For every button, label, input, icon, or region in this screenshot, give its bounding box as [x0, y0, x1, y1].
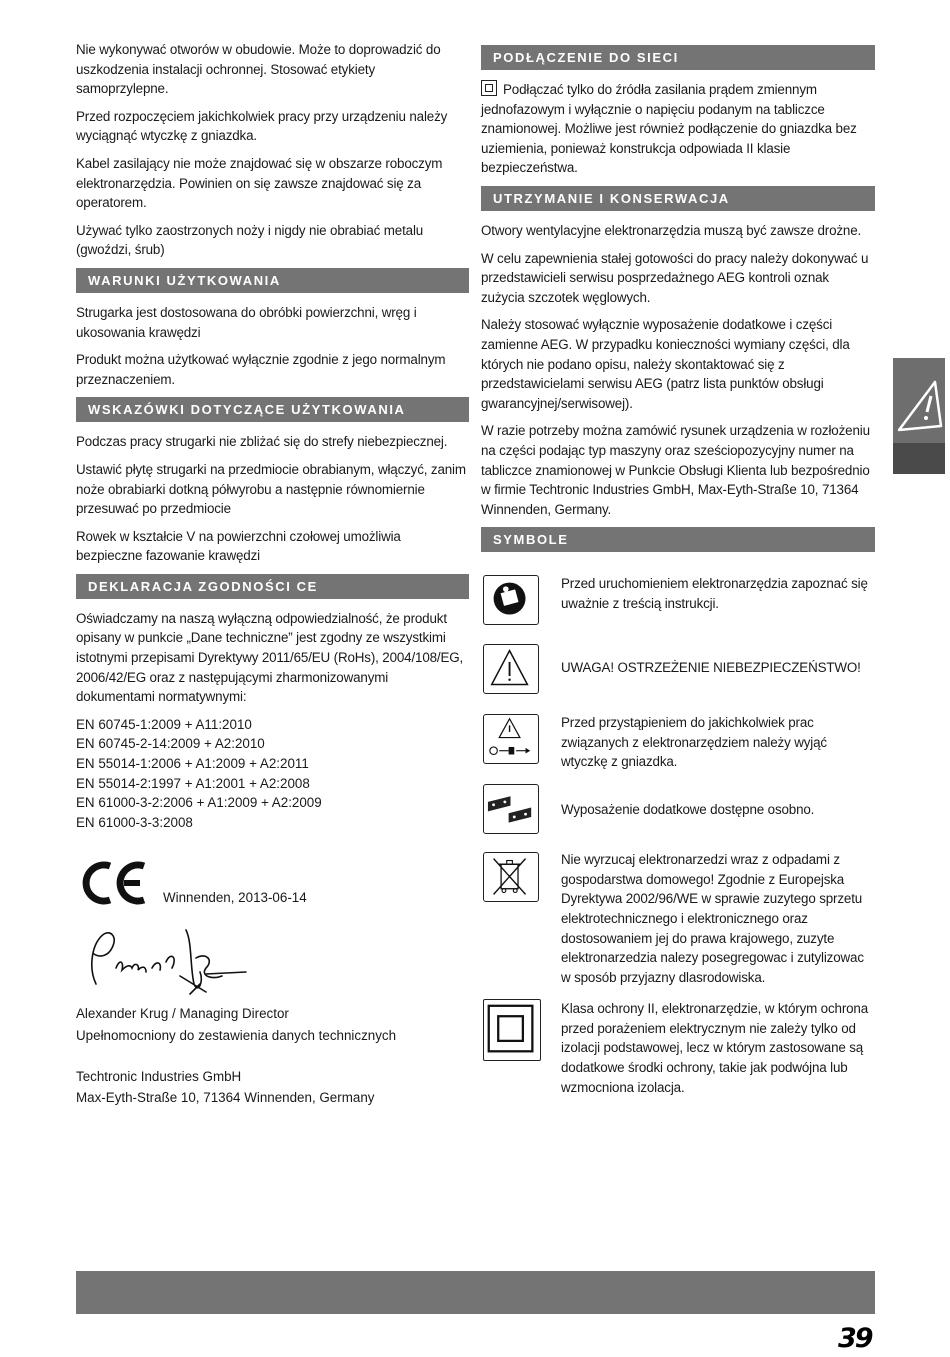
page-number: 39 — [838, 1323, 872, 1354]
footer-bar — [76, 1271, 875, 1314]
unplug-icon — [483, 714, 539, 764]
symbol-text: Wyposażenie dodatkowe dostępne osobno. — [561, 802, 815, 818]
standard-item: EN 55014-1:2006 + A1:2009 + A2:2011 — [76, 756, 309, 772]
signer-name: Alexander Krug / Managing Director — [76, 1006, 289, 1022]
section-header-wskazowki: WSKAZÓWKI DOTYCZĄCE UŻYTKOWANIA — [76, 397, 469, 422]
company-name: Techtronic Industries GmbH — [76, 1068, 242, 1084]
wskazowki-paragraph: Ustawić płytę strugarki na przedmiocie obrabianym, włączyć, zanim noże obrabiarki dotkną półwyrobu a następnie równomiernie przesuwać po przedmiocie — [76, 461, 466, 517]
warning-tab-icon — [893, 358, 945, 443]
section-header-siec: PODŁĄCZENIE DO SIECI — [481, 45, 875, 70]
standards-list — [76, 715, 469, 833]
utrzymanie-paragraph: W celu zapewnienia stałej gotowości do pracy należy dokonywać u przedstawicieli serwisu posprzedażnego AEG kontroli oznak zużycia szczotek węglowych. — [481, 250, 869, 305]
warunki-paragraph: Produkt można użytkować wyłącznie zgodnie z jego normalnym przeznaczeniem. — [76, 352, 446, 387]
symbols-list — [481, 562, 875, 1122]
ce-signature-row — [76, 858, 469, 918]
intro-paragraph: Kabel zasilający nie może znajdować się w obszarze roboczym elektronarzędzia. Powinien on się zawsze znajdować się za operatorem. — [76, 155, 443, 211]
class-ii-inline-icon — [481, 80, 497, 96]
read-manual-icon — [483, 575, 539, 625]
symbol-text: Klasa ochrony II, elektronarzędzie, w którym ochrona przed porażeniem elektrycznym nie zależy tylko od izolacji podstawowej, lecz w którym zastosowane są dodatkowe środki ochrony, takie jak podwójna lub wzmocniona izolacja. — [561, 1001, 869, 1095]
intro-paragraph: Przed rozpoczęciem jakichkolwiek pracy przy urządzeniu należy wyciągnąć wtyczkę z gniazdka. — [76, 108, 448, 144]
symbol-text: Przed uruchomieniem elektronarzędzia zapoznać się uważnie z treścią instrukcji. — [561, 576, 868, 611]
wskazowki-paragraph: Rowek w kształcie V na powierzchni czołowej umożliwia bezpieczne fazowanie krawędzi — [76, 528, 401, 564]
standard-item: EN 55014-2:1997 + A1:2001 + A2:2008 — [76, 775, 310, 791]
place-date: Winnenden, 2013-06-14 — [163, 890, 307, 906]
class-ii-icon — [483, 999, 541, 1061]
signature-image — [82, 922, 252, 1002]
section-header-symbole: SYMBOLE — [481, 527, 875, 552]
warning-triangle-icon — [483, 644, 539, 694]
standard-item: EN 60745-1:2009 + A11:2010 — [76, 716, 252, 732]
intro-paragraph: Nie wykonywać otworów w obudowie. Może to doprowadzić do uszkodzenia instalacji ochronnej. Stosować etykiety samoprzylepne. — [76, 42, 441, 97]
symbol-text: Nie wyrzucaj elektronarzedzi wraz z odpadami z gospodarstwa domowego! Zgodnie z Europejska Dyrektywa 2002/96/WE w sprawie zuzytego sprzetu elektrotechnicznego i elektronicznego oraz dostosowaniem jej do prawa krajowego, zuzyte elektronarzedzia nalezy posegregowac i zutylizowac w sposób przyjazny dlasrodowiska. — [561, 852, 864, 985]
weee-bin-icon — [483, 852, 539, 902]
accessory-icon — [483, 784, 539, 834]
wskazowki-paragraph: Podczas pracy strugarki nie zbliżać się do strefy niebezpiecznej. — [76, 434, 448, 450]
warunki-paragraph: Strugarka jest dostosowana do obróbki powierzchni, wręg i ukosowania krawędzi — [76, 304, 417, 340]
ce-mark-icon — [80, 858, 150, 908]
warning-side-tab — [893, 358, 945, 474]
deklaracja-paragraph: Oświadczamy na naszą wyłączną odpowiedzialność, że produkt opisany w punkcie „Dane techniczne” jest zgodny ze wszystkimi istotnymi przepisami Dyrektywy 2011/65/EU (RoHs), 2004/108/EG, 2006/42/EG oraz z następującymi zharmonizowanymi dokumentami normatywnymi: — [76, 610, 464, 705]
standard-item: EN 61000-3-3:2008 — [76, 814, 193, 830]
company-address: Max-Eyth-Straße 10, 71364 Winnenden, Germany — [76, 1090, 375, 1106]
utrzymanie-paragraph: W razie potrzeby można zamówić rysunek urządzenia w rozłożeniu na części podając typ maszyny oraz sześciopozycyjny numer na tabliczce znamionowej w Punkcie Obsługi Klienta lub bezpośrednio w firmie Techtronic Industries GmbH, Max-Eyth-Straße 10, 71364 Winnenden, Germany. — [481, 423, 870, 517]
left-column — [76, 40, 469, 1108]
section-header-deklaracja: DEKLARACJA ZGODNOŚCI CE — [76, 574, 469, 599]
standard-item: EN 61000-3-2:2006 + A1:2009 + A2:2009 — [76, 795, 322, 811]
standard-item: EN 60745-2-14:2009 + A2:2010 — [76, 736, 265, 752]
symbol-text: UWAGA! OSTRZEŻENIE NIEBEZPIECZEŃSTWO! — [561, 660, 861, 676]
right-column — [481, 40, 875, 1122]
section-header-warunki: WARUNKI UŻYTKOWANIA — [76, 268, 469, 293]
symbol-text: Przed przystąpieniem do jakichkolwiek prac związanych z elektronarzędziem należy wyjąć wtyczkę z gniazdka. — [561, 715, 827, 770]
utrzymanie-paragraph: Otwory wentylacyjne elektronarzędzia muszą być zawsze drożne. — [481, 222, 862, 238]
signer-role: Upełnomocniony do zestawienia danych technicznych — [76, 1028, 397, 1043]
utrzymanie-paragraph: Należy stosować wyłącznie wyposażenie dodatkowe i części zamienne AEG. W przypadku konieczności wymiany części, dla których nie podano opisu, należy skontaktować się z przedstawicielami serwisu AEG (patrz lista punktów obsługi gwarancyjnej/serwisowej). — [481, 317, 850, 411]
intro-paragraph: Używać tylko zaostrzonych noży i nigdy nie obrabiać metalu (gwoździ, śrub) — [76, 222, 424, 258]
siec-paragraph — [481, 80, 875, 178]
siec-text: Podłączać tylko do źródła zasilania prądem zmiennym jednofazowym i wyłącznie o napięciu podanym na tabliczce znamionowej. Możliwe jest również podłączenie do gniazdka bez uziemienia, ponieważ konstrukcja odpowiada II klasie bezpieczeństwa. — [481, 82, 857, 176]
section-header-utrzymanie: UTRZYMANIE I KONSERWACJA — [481, 186, 875, 211]
